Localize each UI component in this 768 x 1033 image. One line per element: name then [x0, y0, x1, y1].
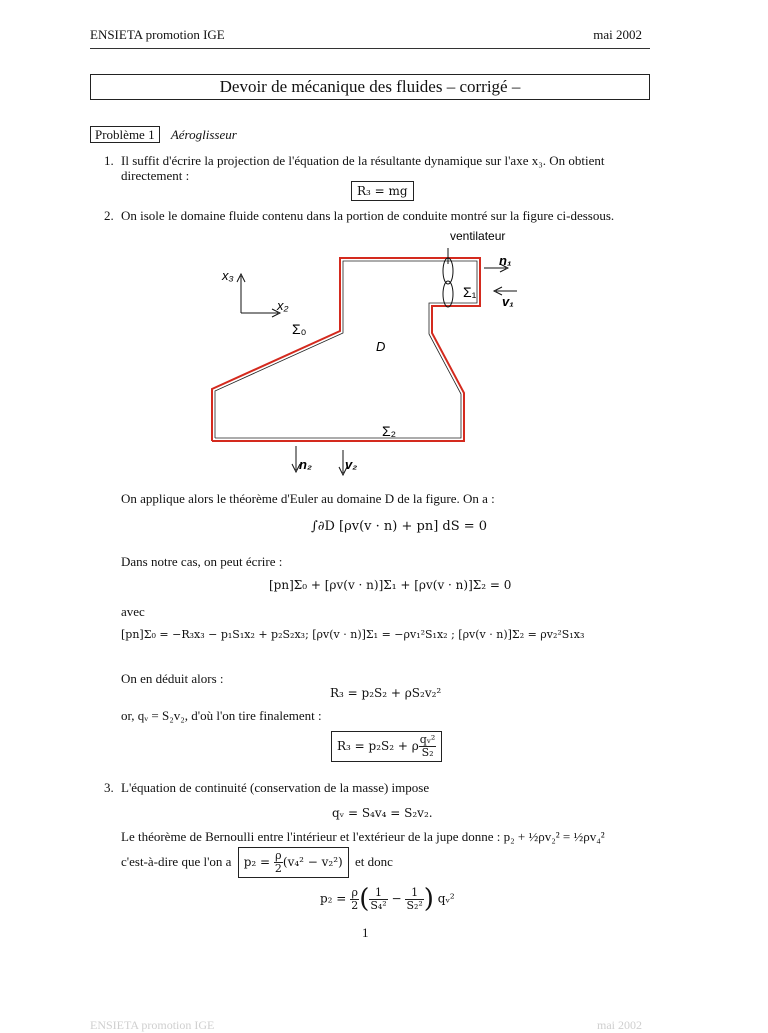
item-3-text: L'équation de continuité (conservation de la masse) impose: [121, 780, 430, 795]
label-n2: n₂: [299, 457, 312, 472]
next-page-header-left: ENSIETA promotion IGE: [90, 1018, 215, 1032]
paren-close: ): [423, 884, 434, 914]
p2-frac-a: [369, 887, 387, 912]
label-sigma2: Σ₂: [382, 423, 397, 439]
p2-box: [238, 847, 349, 878]
bernoulli-conclusion: [121, 847, 393, 878]
label-n1: n₁: [499, 253, 512, 268]
bern-pre: c'est-à-dire que l'on a: [121, 854, 232, 869]
or-line: or, qᵥ = S₂v₂, d'où l'on tire finalement :: [121, 708, 322, 723]
final-fraction: [419, 734, 437, 759]
item-3-number: 3.: [104, 780, 114, 795]
continuity-equation: qᵥ = S₄v₄ = S₂v₂.: [332, 806, 433, 820]
p2-tail: qᵥ²: [437, 891, 455, 906]
avec-label: avec: [121, 604, 145, 619]
p2-box-fraction: [274, 850, 283, 875]
p2-box-den: 2: [274, 862, 282, 875]
label-v1: v₁: [502, 294, 514, 309]
euler-equation: ∫∂D [ρv(v · n) + pn] dS = 0: [311, 519, 488, 534]
p2-frac-b: [405, 887, 423, 912]
item-2-text: On isole le domaine fluide contenu dans la portion de conduite montré sur la figure ci-dessous.: [121, 208, 615, 223]
document-title: Devoir de mécanique des fluides – corrigé –: [90, 74, 650, 100]
p2-den-a: S₄²: [370, 898, 387, 912]
p2-den-b: S₂²: [406, 898, 423, 912]
final-lhs: R₃ = p₂S₂ + ρ: [337, 739, 419, 753]
domain-outline: [212, 258, 480, 441]
item-1-text: Il suffit d'écrire la projection de l'équation de la résultante dynamique sur l'axe x₃. On obtient directement :: [121, 153, 605, 183]
header-left: ENSIETA promotion IGE: [90, 27, 225, 42]
deduit-line: On en déduit alors :: [121, 671, 224, 686]
p2-box-num: ρ: [275, 849, 282, 862]
item-1-number: 1.: [104, 153, 114, 168]
bern-post: et donc: [355, 854, 393, 869]
p2-lhs: p₂ =: [320, 891, 347, 906]
label-v2: v₂: [345, 457, 358, 472]
label-ventilateur: ventilateur: [450, 229, 506, 243]
label-D: D: [376, 339, 386, 354]
label-sigma0: Σ₀: [292, 321, 307, 337]
paren-open: (: [359, 884, 370, 914]
fluid-domain-figure: [0, 0, 768, 490]
problem-name: Aéroglisseur: [170, 127, 237, 142]
next-page-header-right: mai 2002: [597, 1018, 642, 1032]
problem-label: Problème 1: [90, 126, 160, 143]
label-x3: x₃: [222, 268, 234, 283]
p2-final-equation: [320, 884, 455, 914]
result-r3-mg: R₃ = mg: [351, 181, 414, 201]
p2-rho-fraction: [350, 887, 359, 912]
label-x2: x₂: [277, 298, 289, 313]
item-2-number: 2.: [104, 208, 114, 223]
page-number: 1: [362, 925, 369, 940]
case-intro: Dans notre cas, on peut écrire :: [121, 554, 283, 569]
p2-minus: −: [391, 891, 402, 906]
r3-equation: R₃ = p₂S₂ + ρS₂v₂²: [330, 686, 442, 700]
p2-rho: ρ: [351, 885, 358, 899]
sum-equation: [pn]Σ₀ + [ρv(v · n)]Σ₁ + [ρv(v · n)]Σ₂ = 0: [269, 578, 512, 592]
p2-two: 2: [351, 898, 359, 912]
p2-box-rhs: (v₄² − v₂²): [282, 855, 343, 869]
final-r3-box: [331, 731, 442, 762]
final-den: S₂: [421, 746, 434, 759]
euler-intro: On applique alors le théorème d'Euler au domaine D de la figure. On a :: [121, 491, 495, 506]
domain-outline-shadow: [215, 261, 477, 438]
p2-one-a: 1: [369, 887, 387, 900]
bernoulli-line: Le théorème de Bernoulli entre l'intérieur et l'extérieur de la jupe donne : p₂ + ½ρv₂² = ½ρv₄²: [121, 829, 605, 844]
detail-equation: [pn]Σ₀ = −R₃x₃ − p₁S₁x₂ + p₂S₂x₃; [ρv(v · n)]Σ₁ = −ρv₁²S₁x₂ ; [ρv(v · n)]Σ₂ = ρv₂²S₁x₃: [121, 628, 585, 641]
p2-box-lhs: p₂ =: [243, 855, 271, 869]
label-sigma1: Σ₁: [463, 284, 477, 300]
header-right: mai 2002: [593, 27, 642, 42]
p2-one-b: 1: [405, 887, 423, 900]
final-num: qᵥ²: [419, 733, 436, 746]
